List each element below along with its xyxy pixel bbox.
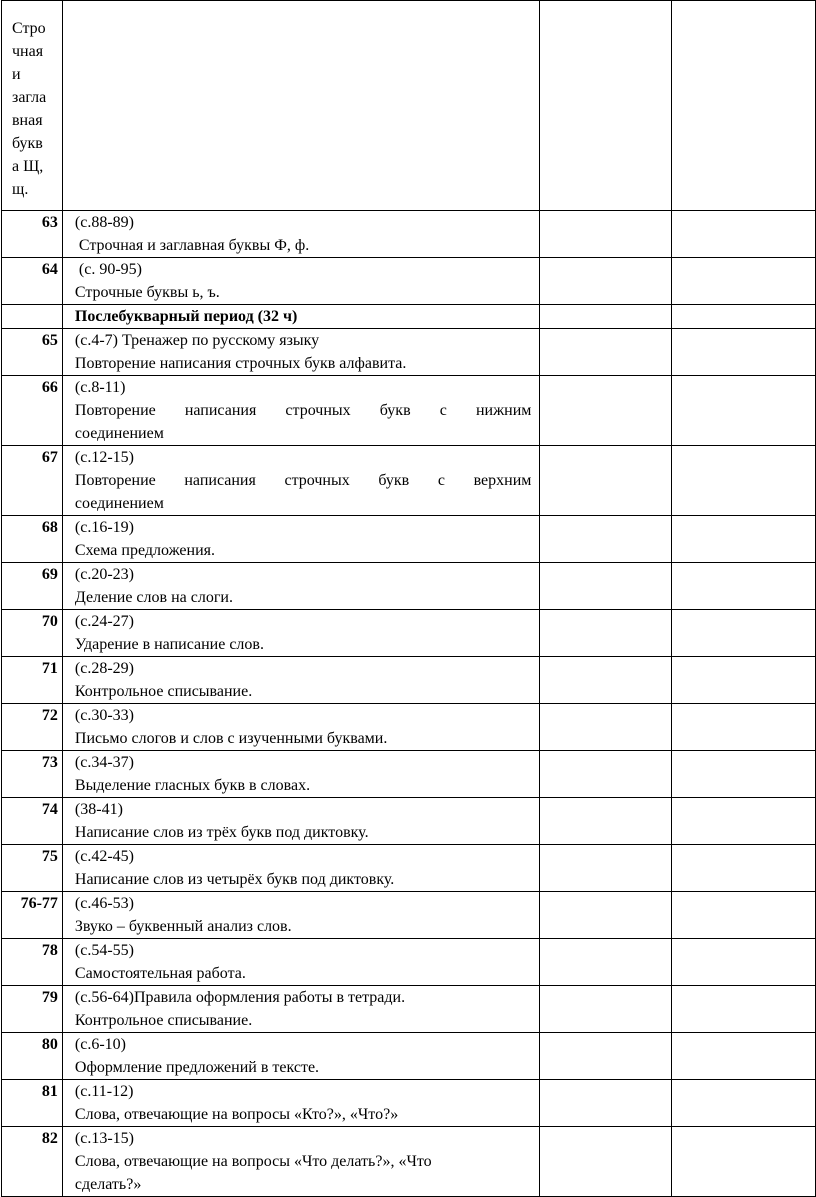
empty-cell [540,1033,671,1080]
empty-cell [671,1,815,211]
lesson-number: 63 [2,211,63,258]
table-row [2,798,816,845]
lesson-number: 70 [2,610,63,657]
table-row [2,1080,816,1127]
topic-line: Стро [12,20,46,37]
empty-cell [540,305,671,329]
table-row [2,657,816,704]
empty-cell [671,1127,815,1197]
empty-cell [671,798,815,845]
table-row [2,1127,816,1197]
empty-cell [671,446,815,516]
empty-cell [540,657,671,704]
lesson-description [62,751,539,798]
description-line: Письмо слогов и слов с изученными буквами. [74,730,388,747]
lesson-description [62,305,539,329]
empty-cell [671,657,815,704]
lesson-description [62,563,539,610]
empty-cell [671,305,815,329]
empty-cell [671,986,815,1033]
empty-cell [671,845,815,892]
empty-cell [671,1033,815,1080]
topic-line: вная [12,112,43,129]
description-line: (с.54-55) [74,942,134,959]
lesson-description [62,704,539,751]
description-line: Повторение написания строчных букв с верхним [74,472,532,489]
lesson-number: 69 [2,563,63,610]
description-line: Выделение гласных букв в словах. [74,777,311,794]
lesson-description [62,939,539,986]
table-row [2,986,816,1033]
lesson-number [2,305,63,329]
empty-cell [540,211,671,258]
empty-cell [540,516,671,563]
empty-cell [671,211,815,258]
empty-cell [671,258,815,305]
table-row [2,751,816,798]
description-line: Звуко – буквенный анализ слов. [74,918,292,935]
description-line: (с.24-27) [74,613,134,630]
description-line: (с.12-15) [74,449,134,466]
lesson-description [62,446,539,516]
lesson-number: 68 [2,516,63,563]
lesson-number: 65 [2,329,63,376]
topic-line: щ. [12,181,29,198]
description-line: Контрольное списывание. [74,1012,253,1029]
description-line: Слова, отвечающие на вопросы «Что делать?», «Что [74,1153,432,1170]
table-row [2,563,816,610]
lesson-number: 76-77 [2,892,63,939]
topic-line: загла [12,89,47,106]
table-row [2,892,816,939]
lesson-number: 79 [2,986,63,1033]
description-line: соединением [74,425,164,442]
topic-cell [2,1,63,211]
empty-cell [540,329,671,376]
empty-cell [671,892,815,939]
lesson-description [62,986,539,1033]
lesson-description [62,892,539,939]
lesson-number: 71 [2,657,63,704]
empty-cell [671,751,815,798]
empty-cell [671,516,815,563]
empty-cell [540,446,671,516]
description-line: Написание слов из трёх букв под диктовку. [74,824,369,841]
table-row [2,1033,816,1080]
description-line: (с.56-64)Правила оформления работы в тетради. [74,989,406,1006]
empty-cell [540,798,671,845]
lesson-number: 74 [2,798,63,845]
description-line: (с.6-10) [74,1036,126,1053]
lesson-number: 67 [2,446,63,516]
description-line: Оформление предложений в тексте. [74,1059,320,1076]
lesson-plan-table [1,0,816,1197]
empty-cell [540,986,671,1033]
description-line: (с.46-53) [74,895,134,912]
lesson-description [62,798,539,845]
section-title: Послебукварный период (32 ч) [74,308,298,325]
empty-cell [671,1080,815,1127]
lesson-number: 82 [2,1127,63,1197]
table-row [2,446,816,516]
description-line: соединением [74,495,164,512]
description-line: Деление слов на слоги. [74,589,233,606]
description-line: Строчная и заглавная буквы Ф, ф. [74,237,310,254]
description-line: (с.11-12) [74,1083,134,1100]
lesson-number: 64 [2,258,63,305]
empty-cell [671,376,815,446]
topic-text [2,1,62,201]
table-row-header [2,1,816,211]
topic-line: и [12,66,21,83]
lesson-description [62,1127,539,1197]
table-row [2,211,816,258]
lesson-description [62,376,539,446]
lesson-description [62,329,539,376]
table-row [2,376,816,446]
empty-cell [540,258,671,305]
description-line: сделать?» [74,1176,142,1193]
lesson-number: 73 [2,751,63,798]
description-line: (с.16-19) [74,519,134,536]
description-line: Строчные буквы ь, ъ. [74,284,220,301]
table-row [2,845,816,892]
lesson-description [62,845,539,892]
description-line: (с.28-29) [74,660,134,677]
table-row [2,704,816,751]
empty-cell [540,376,671,446]
description-line: Схема предложения. [74,542,216,559]
description-line: Ударение в написание слов. [74,636,264,653]
empty-cell [671,610,815,657]
table-row [2,610,816,657]
table-row [2,939,816,986]
empty-cell [671,563,815,610]
description-line: Самостоятельная работа. [74,965,246,982]
lesson-description [62,1080,539,1127]
description-line: (38-41) [74,801,123,818]
description-line: (с.4-7) Тренажер по русскому языку [74,332,320,349]
empty-cell [540,751,671,798]
lesson-description [62,657,539,704]
lesson-number: 75 [2,845,63,892]
empty-cell [540,563,671,610]
description-line: (с.20-23) [74,566,134,583]
description-line: Повторение написания строчных букв алфавита. [74,355,407,372]
lesson-number: 78 [2,939,63,986]
description-line: Повторение написания строчных букв с нижним [74,402,532,419]
lesson-number: 72 [2,704,63,751]
description-line: (с.88-89) [74,214,134,231]
table-row [2,305,816,329]
table-row [2,516,816,563]
empty-cell [540,704,671,751]
empty-cell [540,1080,671,1127]
description-line: Написание слов из четырёх букв под диктовку. [74,871,395,888]
description-line: (с.30-33) [74,707,134,724]
topic-line: чная [12,43,44,60]
empty-cell [540,1127,671,1197]
empty-cell [540,845,671,892]
table-row [2,258,816,305]
empty-cell [62,1,539,211]
description-line: (с.13-15) [74,1130,134,1147]
empty-cell [540,939,671,986]
description-line: (с.8-11) [74,379,126,396]
lesson-description [62,258,539,305]
empty-cell [540,610,671,657]
lesson-number: 81 [2,1080,63,1127]
lesson-description [62,211,539,258]
empty-cell [671,329,815,376]
lesson-description [62,516,539,563]
empty-cell [540,892,671,939]
description-line: Контрольное списывание. [74,683,253,700]
description-line: Слова, отвечающие на вопросы «Кто?», «Что?» [74,1106,399,1123]
lesson-number: 66 [2,376,63,446]
topic-line: а Щ, [12,158,44,175]
table-row [2,329,816,376]
description-line: (с. 90-95) [74,261,142,278]
description-line: (с.34-37) [74,754,134,771]
topic-line: букв [12,135,43,152]
description-line: (с.42-45) [74,848,134,865]
empty-cell [671,939,815,986]
lesson-description [62,1033,539,1080]
empty-cell [671,704,815,751]
empty-cell [540,1,671,211]
lesson-description [62,610,539,657]
lesson-number: 80 [2,1033,63,1080]
